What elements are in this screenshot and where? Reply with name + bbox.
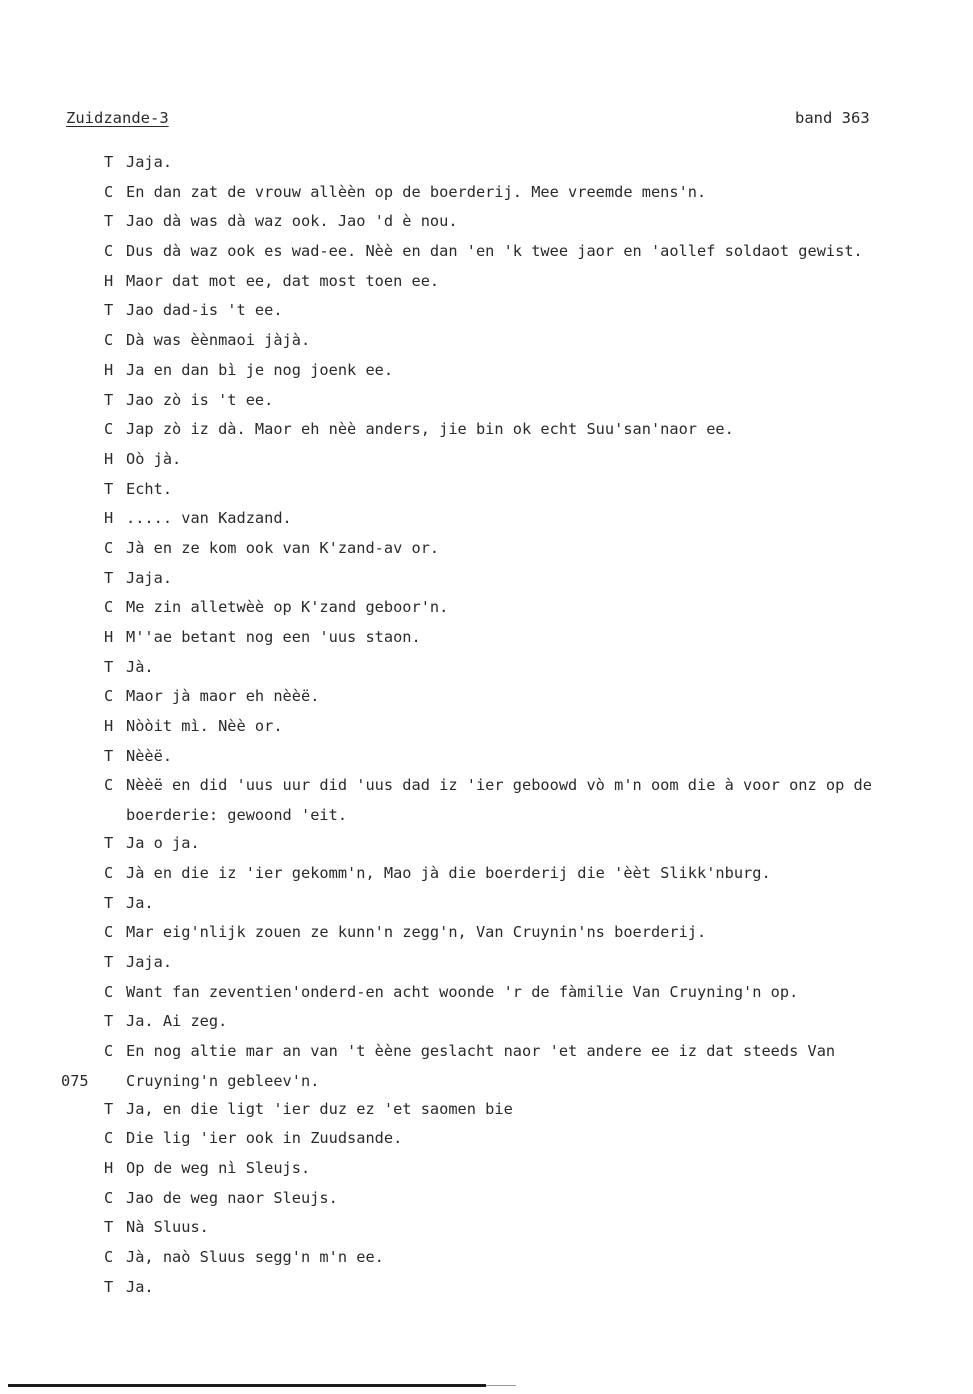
transcript-line (0, 207, 973, 237)
utterance-text: Ja. (126, 893, 154, 912)
transcript-line (0, 534, 973, 564)
speaker-label: C (104, 1129, 114, 1148)
speaker-label: H (104, 509, 114, 528)
utterance-text: Mar eig'nlijk zouen ze kunn'n zegg'n, Van Cruynin'ns boerderij. (126, 923, 707, 942)
utterance-text: Jao dad-is 't ee. (126, 301, 283, 320)
speaker-label: H (104, 449, 114, 468)
transcript-line (0, 653, 973, 683)
utterance-text: Jao dà was dà waz ook. Jao 'd è nou. (126, 212, 458, 231)
utterance-text: Ja, en die ligt 'ier duz ez 'et saomen bie (126, 1099, 513, 1118)
transcript-line (0, 1037, 973, 1067)
utterance-text: Jaja. (126, 153, 173, 171)
speaker-label: C (104, 923, 114, 942)
speaker-label: T (104, 746, 114, 765)
speaker-label: T (104, 212, 114, 231)
transcript-line (0, 564, 973, 594)
transcript-line (0, 623, 973, 653)
utterance-text: Nòòit mì. Nèè or. (126, 717, 283, 736)
transcript-line (0, 859, 973, 889)
speaker-label: T (104, 301, 114, 320)
speaker-label: C (104, 1188, 114, 1207)
utterance-text: M''ae betant nog een 'uus staon. (126, 628, 421, 646)
utterance-text: Jaja. (126, 952, 173, 971)
transcript-line (0, 296, 973, 326)
utterance-text: Jà. (126, 657, 154, 676)
transcript-line (0, 504, 973, 534)
speaker-label: C (104, 242, 114, 261)
speaker-label: H (104, 628, 114, 646)
utterance-text: Nèèë en did 'uus uur did 'uus dad iz 'ier geboowd vò m'n oom die à voor onz op de (126, 776, 872, 795)
transcript-line (0, 1067, 973, 1095)
utterance-text: Ja. (126, 1277, 154, 1296)
utterance-text: Echt. (126, 479, 173, 498)
speaker-label: H (104, 360, 114, 379)
transcript-line (0, 1154, 973, 1184)
utterance-text: Oò jà. (126, 449, 182, 468)
utterance-text: Maor jà maor eh nèèë. (126, 687, 320, 706)
speaker-label: T (104, 479, 114, 498)
transcript-line (0, 978, 973, 1008)
speaker-label: T (104, 1099, 114, 1118)
transcript-line (0, 1095, 973, 1125)
utterance-text: Ja. Ai zeg. (126, 1012, 228, 1031)
transcript-line (0, 712, 973, 742)
speaker-label: H (104, 1159, 114, 1177)
utterance-text: Op de weg nì Sleujs. (126, 1159, 311, 1177)
utterance-text: Jà en ze kom ook van K'zand-av or. (126, 538, 440, 557)
speaker-label: T (104, 952, 114, 971)
transcript-line (0, 1273, 973, 1303)
speaker-label: T (104, 568, 114, 587)
utterance-text: Dus dà waz ook es wad-ee. Nèè en dan 'en 'k twee jaor en 'aollef soldaot gewist. (126, 242, 863, 261)
speaker-label: C (104, 538, 114, 557)
utterance-text: Jap zò iz dà. Maor eh nèè anders, jie bin ok echt Suu'san'naor ee. (126, 420, 734, 439)
transcript-line (0, 475, 973, 505)
utterance-text: Nà Sluus. (126, 1218, 209, 1237)
transcript-line (0, 356, 973, 386)
utterance-text: Me zin alletwèè op K'zand geboor'n. (126, 598, 449, 617)
speaker-label: C (104, 863, 114, 882)
transcript-line (0, 889, 973, 919)
transcript-line (0, 801, 973, 829)
utterance-text: Dà was èènmaoi jàjà. (126, 331, 311, 350)
speaker-label: T (104, 1218, 114, 1237)
transcript-line (0, 742, 973, 772)
utterance-text: Want fan zeventien'onderd-en acht woonde 'r de fàmilie Van Cruyning'n op. (126, 982, 799, 1001)
utterance-text: Cruyning'n gebleev'n. (126, 1071, 320, 1090)
speaker-label: C (104, 182, 114, 201)
speaker-label: T (104, 1277, 114, 1296)
speaker-label: C (104, 687, 114, 706)
utterance-text: boerderie: gewoond 'eit. (126, 806, 348, 825)
utterance-text: ..... van Kadzand. (126, 509, 292, 528)
transcript-line (0, 445, 973, 475)
utterance-text: Jà en die iz 'ier gekomm'n, Mao jà die boerderij die 'èèt Slikk'nburg. (126, 863, 771, 882)
utterance-text: Maor dat mot ee, dat most toen ee. (126, 271, 440, 290)
transcript-line (0, 593, 973, 623)
utterance-text: Jaja. (126, 568, 173, 587)
speaker-label: H (104, 271, 114, 290)
bottom-rule (8, 1384, 486, 1387)
bottom-rule-tail (486, 1385, 516, 1386)
speaker-label: T (104, 153, 114, 171)
speaker-label: T (104, 893, 114, 912)
speaker-label: C (104, 776, 114, 795)
speaker-label: T (104, 390, 114, 409)
utterance-text: Die lig 'ier ook in Zuudsande. (126, 1129, 403, 1148)
transcript-line (0, 326, 973, 356)
transcript-line (0, 237, 973, 267)
speaker-label: C (104, 1041, 114, 1060)
speaker-label: T (104, 834, 114, 853)
speaker-label: C (104, 1248, 114, 1267)
transcript-line (0, 415, 973, 445)
transcript-line (0, 948, 973, 978)
utterance-text: Jà, naò Sluus segg'n m'n ee. (126, 1248, 384, 1267)
speaker-label: C (104, 982, 114, 1001)
utterance-text: En dan zat de vrouw allèèn op de boerderij. Mee vreemde mens'n. (126, 182, 707, 201)
transcript-line (0, 386, 973, 416)
utterance-text: Jao de weg naor Sleujs. (126, 1188, 338, 1207)
utterance-text: Ja o ja. (126, 834, 200, 853)
speaker-label: C (104, 331, 114, 350)
speaker-label: C (104, 420, 114, 439)
document-title: Zuidzande-3 (66, 109, 169, 127)
utterance-text: En nog altie mar an van 't èène geslacht naor 'et andere ee iz dat steeds Van (126, 1041, 836, 1060)
speaker-label: H (104, 717, 114, 736)
transcript-line (0, 148, 973, 178)
utterance-text: Ja en dan bì je nog joenk ee. (126, 360, 394, 379)
utterance-text: Nèèë. (126, 746, 173, 765)
utterance-text: Jao zò is 't ee. (126, 390, 274, 409)
transcript-line (0, 1007, 973, 1037)
transcript-line (0, 1184, 973, 1214)
transcript-line (0, 1213, 973, 1243)
speaker-label: T (104, 1012, 114, 1031)
speaker-label: T (104, 657, 114, 676)
transcript-line (0, 178, 973, 208)
transcript-lines (0, 148, 973, 1302)
transcript-line (0, 918, 973, 948)
transcript-line (0, 1243, 973, 1273)
transcript-line (0, 267, 973, 297)
transcript-line (0, 1124, 973, 1154)
speaker-label: C (104, 598, 114, 617)
transcript-line (0, 771, 973, 801)
transcript-line (0, 829, 973, 859)
tape-number: band 363 (795, 109, 870, 127)
line-number: 075 (61, 1071, 89, 1090)
transcript-line (0, 682, 973, 712)
